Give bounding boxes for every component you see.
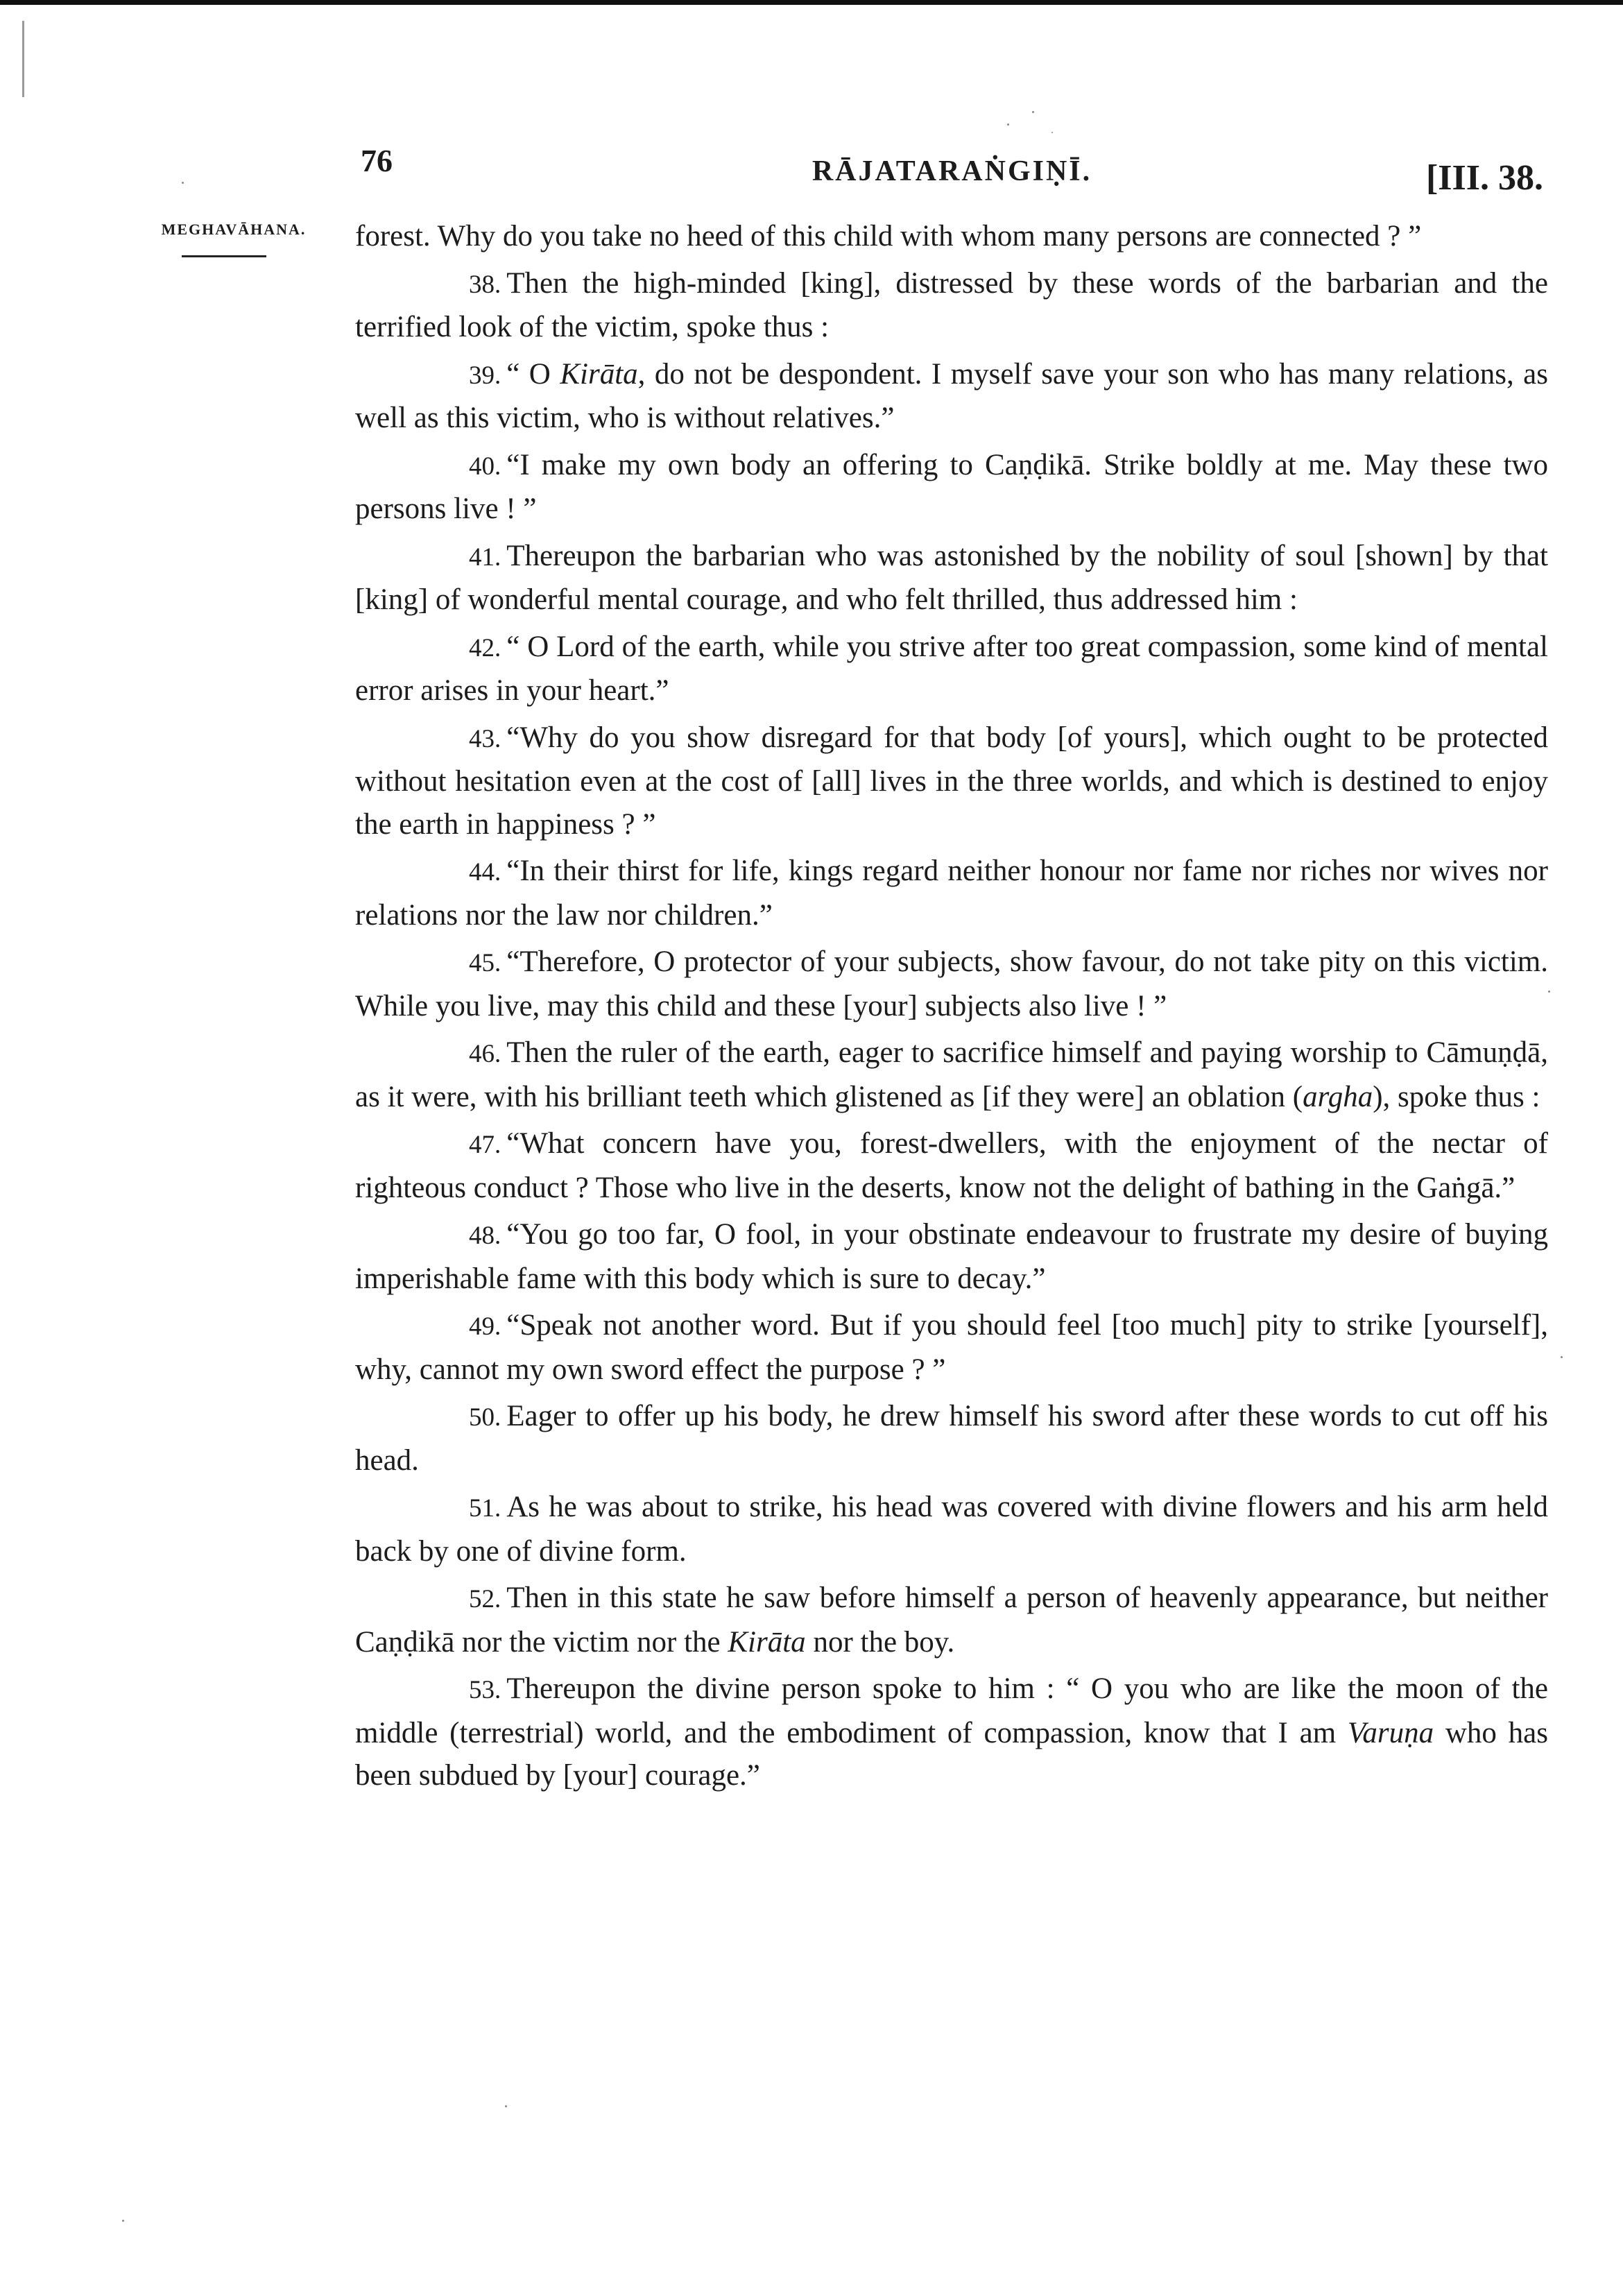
verse-number: 49. <box>469 1312 501 1341</box>
verse-paragraph <box>355 1122 1548 1209</box>
margin-note: MEGHAVĀHANA. <box>161 221 307 238</box>
verse-paragraph <box>355 1395 1548 1482</box>
italic-term: argha <box>1303 1080 1373 1113</box>
paragraph-continuation <box>355 215 1548 258</box>
text-run: “ O Lord of the earth, while you strive after too great compassion, some kind of mental error arises in your heart.” <box>355 630 1548 707</box>
text-run: “What concern have you, forest-dwellers, with the enjoyment of the nectar of righteous conduct ? Those who live in the deserts, know not the delight of bathing in the Gaṅgā.” <box>355 1127 1548 1204</box>
text-run: Thereupon the divine person spoke to him : “ O you who are like the moon of the middle (terrestrial) world, and the embodiment of compassion, know that I am <box>355 1672 1548 1749</box>
verse-number: 50. <box>469 1403 501 1432</box>
italic-term: Varuṇa <box>1347 1716 1434 1749</box>
verse-paragraph <box>355 1031 1548 1118</box>
verse-number: 43. <box>469 724 501 753</box>
scan-speck <box>1032 111 1034 113</box>
text-run: As he was about to strike, his head was covered with divine flowers and his arm held back by one of divine form. <box>355 1491 1548 1568</box>
scan-speck <box>1548 991 1550 993</box>
scan-edge-mark <box>22 21 24 97</box>
verse-paragraph <box>355 1668 1548 1797</box>
scan-speck <box>122 2220 124 2222</box>
verse-number: 39. <box>469 361 501 390</box>
verse-number: 52. <box>469 1585 501 1613</box>
text-run: who has been subdued by [your] courage.” <box>355 1716 1548 1792</box>
verse-number: 45. <box>469 949 501 977</box>
verse-number: 38. <box>469 270 501 299</box>
italic-term: Kirāta <box>560 357 638 391</box>
text-run: Then the high-minded [king], distressed by these words of the barbarian and the terrified look of the victim, spoke thus : <box>355 266 1548 343</box>
text-run: Eager to offer up his body, he drew himself his sword after these words to cut off his head. <box>355 1400 1548 1477</box>
verse-number: 44. <box>469 858 501 886</box>
verse-paragraph <box>355 262 1548 349</box>
verse-paragraph <box>355 626 1548 712</box>
text-run: “You go too far, O fool, in your obstinate endeavour to frustrate my desire of buying imperishable fame with this body which is sure to decay.” <box>355 1218 1548 1295</box>
text-run: “In their thirst for life, kings regard neither honour nor fame nor riches nor wives nor relations nor the law nor children.” <box>355 855 1548 932</box>
text-run: Then in this state he saw before himself a person of heavenly appearance, but neither Caṇḍikā nor the victim nor the <box>355 1582 1548 1659</box>
verse-number: 40. <box>469 452 501 481</box>
text-run: Then the ruler of the earth, eager to sacrifice himself and paying worship to Cāmuṇḍā, as it were, with his brilliant teeth which glistened as [if they were] an oblation ( <box>355 1036 1548 1113</box>
text-run: “Therefore, O protector of your subjects, show favour, do not take pity on this victim. While you live, may this child and these [your] subjects also live ! ” <box>355 945 1548 1022</box>
verse-number: 47. <box>469 1131 501 1159</box>
text-run: Thereupon the barbarian who was astonished by the nobility of soul [shown] by that [king] of wonderful mental courage, and who felt thrilled, thus addressed him : <box>355 539 1548 616</box>
text-run: , do not be despondent. I myself save your son who has many relations, as well as this victim, who is without relatives.” <box>355 357 1549 434</box>
verse-paragraph <box>355 1213 1548 1300</box>
section-reference: [III. 38. <box>1425 158 1543 198</box>
text-run: ), spoke thus : <box>1373 1080 1540 1113</box>
text-run: nor the boy. <box>805 1625 955 1659</box>
text-run: “Speak not another word. But if you should feel [too much] pity to strike [yourself], why, cannot my own sword effect the purpose ? ” <box>355 1309 1548 1386</box>
scan-speck <box>505 2105 507 2107</box>
scan-speck <box>1051 132 1053 133</box>
verse-paragraph <box>355 1304 1548 1391</box>
verse-paragraph <box>355 1577 1548 1663</box>
text-run: “ O <box>506 357 560 391</box>
scan-top-border <box>0 0 1623 5</box>
verse-number: 41. <box>469 542 501 572</box>
italic-term: Kirāta <box>728 1625 806 1659</box>
scan-speck <box>1561 1356 1563 1358</box>
page-body <box>355 215 1548 1801</box>
verse-number: 51. <box>469 1494 501 1523</box>
page-header <box>361 142 1543 205</box>
margin-note-underline <box>182 255 266 257</box>
verse-number: 48. <box>469 1222 501 1250</box>
verse-paragraph <box>355 1486 1548 1573</box>
verse-number: 46. <box>469 1040 501 1068</box>
text-run: “I make my own body an offering to Caṇḍikā. Strike boldly at me. May these two persons live ! ” <box>355 448 1548 525</box>
verse-number: 53. <box>469 1676 501 1704</box>
scan-speck <box>182 182 184 184</box>
verse-paragraph <box>355 353 1548 440</box>
verse-paragraph <box>355 444 1548 531</box>
page-number: 76 <box>361 143 393 178</box>
verse-paragraph <box>355 850 1548 936</box>
verse-paragraph <box>355 941 1548 1027</box>
verse-number: 42. <box>469 633 501 662</box>
running-title: RĀJATARAṄGIṆĪ. <box>812 155 1092 187</box>
verse-paragraph <box>355 535 1548 622</box>
verse-paragraph <box>355 717 1548 846</box>
text-run: “Why do you show disregard for that body [of yours], which ought to be protected without hesitation even at the cost of [all] lives in the three worlds, and which is destined to enjoy the earth in happiness ? ” <box>355 721 1548 841</box>
scan-speck <box>1007 123 1009 126</box>
text-run: forest. Why do you take no heed of this child with whom many persons are connected ? ” <box>355 220 1422 252</box>
